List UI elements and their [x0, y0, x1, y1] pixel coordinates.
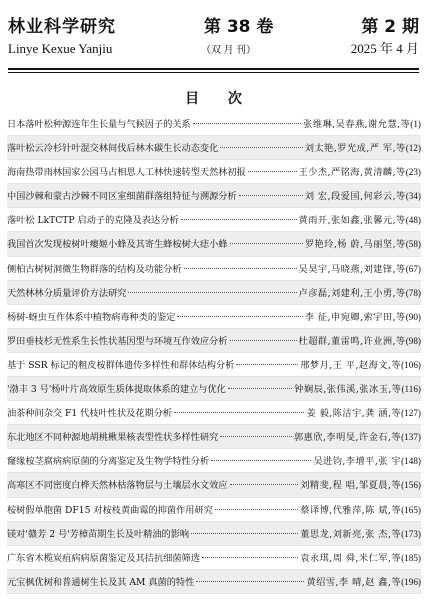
- article-page: (23): [405, 167, 421, 178]
- toc-entry[interactable]: [7, 377, 421, 401]
- toc-entry[interactable]: [7, 208, 421, 232]
- article-authors: 蔡译博,代雅萍,陈 斌,等: [300, 504, 402, 516]
- article-title: 天然林林分质量评价方法研究: [7, 287, 127, 299]
- article-page: (90): [405, 311, 421, 322]
- dot-leader: [239, 195, 303, 196]
- article-page: (34): [405, 191, 421, 202]
- article-page: (48): [405, 215, 421, 226]
- article-authors: 董思龙,刘新亮,张 杰,等: [300, 528, 402, 540]
- article-authors: 黄雨开,张如鑫,张馨元,等: [298, 215, 406, 227]
- article-authors: 黄绍雪,李 晴,赵 鑫,等: [306, 576, 402, 588]
- article-title: 基于 SSR 标记的粗皮桉群体遗传多样性和群体结构分析: [7, 359, 235, 371]
- article-authors: 刘精斐,程 唱,邹夏晨,等: [300, 480, 402, 492]
- article-title: 侧柏古树树洞微生物群落的结构及功能分析: [7, 263, 182, 275]
- dot-leader: [211, 460, 311, 461]
- article-title: 高寒区不同密度白桦天然林枯落物层与土壤层水文效应: [7, 480, 228, 492]
- dot-leader: [228, 388, 292, 389]
- header-rule-thin: [8, 72, 419, 73]
- publication-frequency: （双 月 刊）: [201, 45, 257, 56]
- article-page: (12): [405, 143, 421, 154]
- toc-entry[interactable]: [7, 160, 421, 184]
- article-authors: 吴昊宇,马晓燕,刘建锋,等: [298, 263, 406, 275]
- article-authors: 邢梦月,王 平,赵海文,等: [300, 359, 402, 371]
- dot-leader: [174, 412, 304, 413]
- toc-entry[interactable]: [7, 257, 421, 281]
- article-page: (173): [401, 528, 421, 539]
- article-title: 杨树-蚜虫互作体系中植物病毒种类的鉴定: [7, 311, 176, 323]
- article-page: (127): [401, 408, 421, 419]
- article-title: 日本落叶松种源连年生长量与气候因子的关系: [7, 119, 191, 130]
- article-page: (58): [405, 239, 421, 250]
- toc-entry[interactable]: [7, 546, 421, 570]
- article-title: '渤丰 3 号'杨叶片高效原生质体提取体系的建立与优化: [7, 384, 226, 396]
- dot-leader: [196, 581, 304, 582]
- toc-entry[interactable]: [7, 112, 421, 136]
- toc-entry[interactable]: [7, 232, 421, 256]
- article-page: (165): [401, 504, 421, 515]
- article-title: 海南热带雨林国家公园马占相思人工林快速转型天然林初报: [7, 167, 246, 179]
- journal-pinyin-name: Linye Kexue Yanjiu: [8, 41, 113, 56]
- journal-chinese-name: 林业科学研究: [8, 17, 116, 37]
- dot-leader: [193, 123, 301, 124]
- article-authors: 姜 毅,陈洁宇,龚 涵,等: [306, 408, 402, 420]
- article-page: (185): [401, 552, 421, 563]
- issue-number: 第 2 期: [361, 17, 419, 37]
- article-authors: 张维琳,吴春燕,谢允慧,等: [303, 119, 411, 130]
- article-authors: 郭惠欣,李明旻,许金石,等: [293, 432, 402, 444]
- article-title: 广东省木榄炭疽病病原菌鉴定及其拮抗细菌筛选: [7, 552, 200, 564]
- toc-entry[interactable]: [7, 449, 421, 473]
- table-of-contents: [7, 112, 421, 594]
- toc-entry[interactable]: [7, 401, 421, 425]
- article-title: 中国沙棘和蒙古沙棘不同区室细菌群落组特征与溯源分析: [7, 191, 237, 203]
- article-page: (156): [401, 480, 421, 491]
- issue-date: 2025 年 4 月: [350, 41, 419, 56]
- dot-leader: [220, 436, 292, 437]
- dot-leader: [215, 509, 298, 510]
- toc-entry[interactable]: [7, 473, 421, 497]
- article-page: (1): [410, 119, 421, 129]
- article-page: (78): [405, 287, 421, 298]
- article-authors: 吴进钧,李增平,张 宇: [313, 456, 402, 468]
- article-page: (98): [405, 335, 421, 346]
- dot-leader: [184, 268, 297, 269]
- toc-entry[interactable]: [7, 184, 421, 208]
- toc-entry[interactable]: [7, 353, 421, 377]
- header-row-bottom: [8, 38, 419, 57]
- dot-leader: [230, 243, 303, 244]
- article-authors: 刘 宏,段爱国,何彩云,等: [304, 191, 406, 203]
- volume-number: 第 38 卷: [203, 17, 274, 37]
- dot-leader: [236, 364, 298, 365]
- article-authors: 杜超群,董雷鸣,许业洲,等: [298, 335, 406, 347]
- dot-leader: [230, 484, 299, 485]
- article-authors: 王少杰,严铭海,黄清麟,等: [298, 167, 406, 179]
- header-rule-thick: [8, 68, 419, 70]
- dot-leader: [177, 316, 302, 317]
- article-title: 元宝枫优树和普通树生长及其 AM 真菌的特性: [7, 576, 195, 588]
- article-authors: 李 征,申宛卿,索宇田,等: [304, 311, 406, 323]
- article-title: 我国首次发现桉树叶瘿姬小蜂及其寄生蜂桉树大痣小蜂: [7, 239, 228, 251]
- toc-entry[interactable]: [7, 281, 421, 305]
- article-authors: 钟娴辰,张伟溪,张冰玉,等: [294, 384, 402, 396]
- article-authors: 卢彦磊,刘建利,王小勇,等: [298, 287, 406, 299]
- article-title: 桉树假单胞菌 DF15 对桉枝黄曲霉的抑菌作用研究: [7, 504, 213, 516]
- article-title: 东北地区不同种源地胡桃楸果核表型性状多样性研究: [7, 432, 219, 444]
- dot-leader: [230, 340, 297, 341]
- article-authors: 刘太艳,罗光成,严 军,等: [304, 143, 406, 155]
- toc-entry[interactable]: [7, 522, 421, 546]
- journal-header: [8, 6, 419, 68]
- article-title: 窿缘桉茎腐病病原菌的分离鉴定及生物学特性分析: [7, 456, 210, 468]
- dot-leader: [181, 219, 297, 220]
- toc-title: 目 次: [185, 91, 254, 107]
- article-page: (67): [405, 263, 421, 274]
- article-title: 落叶松 LkTCTP 启动子的克隆及表达分析: [7, 215, 179, 227]
- article-title: 油茶种间杂交 F1 代枝叶性状及花期分析: [7, 408, 173, 420]
- toc-entry[interactable]: [7, 329, 421, 353]
- article-page: (106): [401, 359, 421, 370]
- toc-entry[interactable]: [7, 136, 421, 160]
- article-page: (116): [401, 384, 421, 395]
- article-page: (137): [401, 432, 421, 443]
- header-row-top: [8, 12, 419, 37]
- dot-leader: [202, 557, 298, 558]
- article-authors: 罗艳玲,杨 蔚,马丽坚,等: [304, 239, 406, 251]
- toc-entry[interactable]: [7, 570, 421, 594]
- article-authors: 袁永琪,周 舜,米仁军,等: [300, 552, 402, 564]
- dot-leader: [220, 147, 303, 148]
- dot-leader: [248, 171, 297, 172]
- article-page: (148): [401, 456, 421, 467]
- toc-entry[interactable]: [7, 498, 421, 522]
- dot-leader: [128, 292, 296, 293]
- toc-entry[interactable]: [7, 305, 421, 329]
- article-title: 镁对'赣芳 2 号'芳樟苗期生长及叶精油的影响: [7, 528, 190, 540]
- article-title: 罗田垂枝杉无性系生长性状基因型与环境互作效应分析: [7, 335, 228, 347]
- article-title: 落叶松云冷杉针叶混交林间伐后林木碳生长动态变化: [7, 143, 219, 155]
- toc-entry[interactable]: [7, 425, 421, 449]
- dot-leader: [191, 533, 298, 534]
- article-page: (196): [401, 576, 421, 587]
